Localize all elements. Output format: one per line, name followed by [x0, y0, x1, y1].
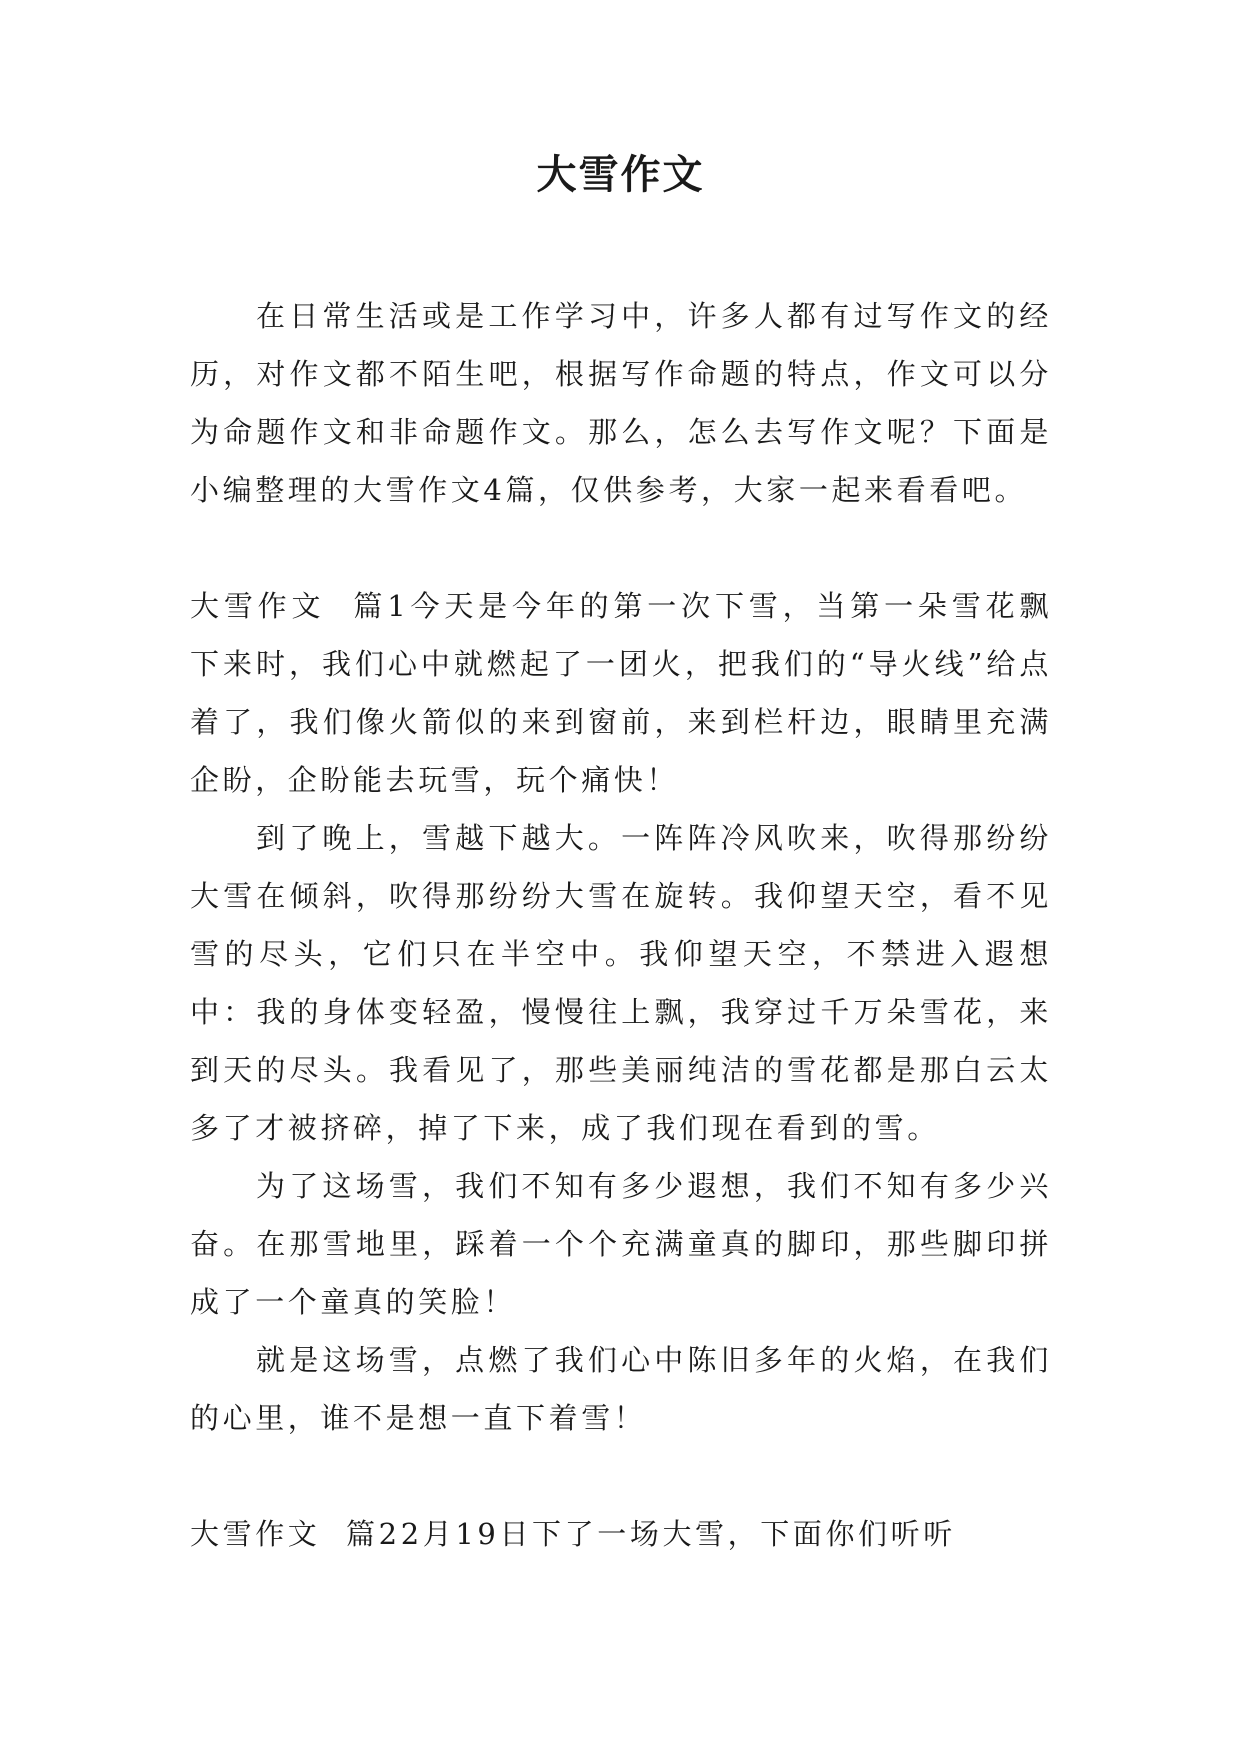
- section-1-paragraph-1: 到了晚上，雪越下越大。一阵阵冷风吹来，吹得那纷纷大雪在倾斜，吹得那纷纷大雪在旋转。我仰望天空，看不见雪的尽头，它们只在半空中。我仰望天空，不禁进入遐想中：我的身体变轻盈，慢慢往上飘，我穿过千万朵雪花，来到天的尽头。我看见了，那些美丽纯洁的雪花都是那白云太多了才被挤碎，掉了下来，成了我们现在看到的雪。: [190, 821, 1052, 1145]
- section-1-paragraph-2: 为了这场雪，我们不知有多少遐想，我们不知有多少兴奋。在那雪地里，踩着一个个充满童真的脚印，那些脚印拼成了一个童真的笑脸！: [190, 1169, 1052, 1319]
- paragraph-gap: [190, 519, 1052, 577]
- section-1-lead: 今天是今年的第一次下雪，当第一朵雪花飘下来时，我们心中就燃起了一团火，把我们的“导火线”给点着了，我们像火箭似的来到窗前，来到栏杆边，眼睛里充满企盼，企盼能去玩雪，玩个痛快！: [190, 589, 1052, 797]
- section-1-paragraph-3: 就是这场雪，点燃了我们心中陈旧多年的火焰，在我们的心里，谁不是想一直下着雪！: [190, 1343, 1052, 1435]
- section-2-lead: 2月19日下了一场大雪，下面你们听听: [400, 1517, 956, 1551]
- paragraph-gap: [190, 1447, 1052, 1505]
- section-1-heading: 大雪作文 篇1: [190, 589, 410, 623]
- section-1-opening: [190, 577, 1052, 809]
- document-body: [190, 287, 1052, 1563]
- section-2-heading: 大雪作文 篇2: [190, 1517, 401, 1551]
- intro-paragraph: 在日常生活或是工作学习中，许多人都有过写作文的经历，对作文都不陌生吧，根据写作命题的特点，作文可以分为命题作文和非命题作文。那么，怎么去写作文呢？下面是小编整理的大雪作文4篇，仅供参考，大家一起来看看吧。: [190, 299, 1052, 507]
- section-2-opening: [190, 1505, 1052, 1563]
- document-title: 大雪作文: [536, 152, 705, 198]
